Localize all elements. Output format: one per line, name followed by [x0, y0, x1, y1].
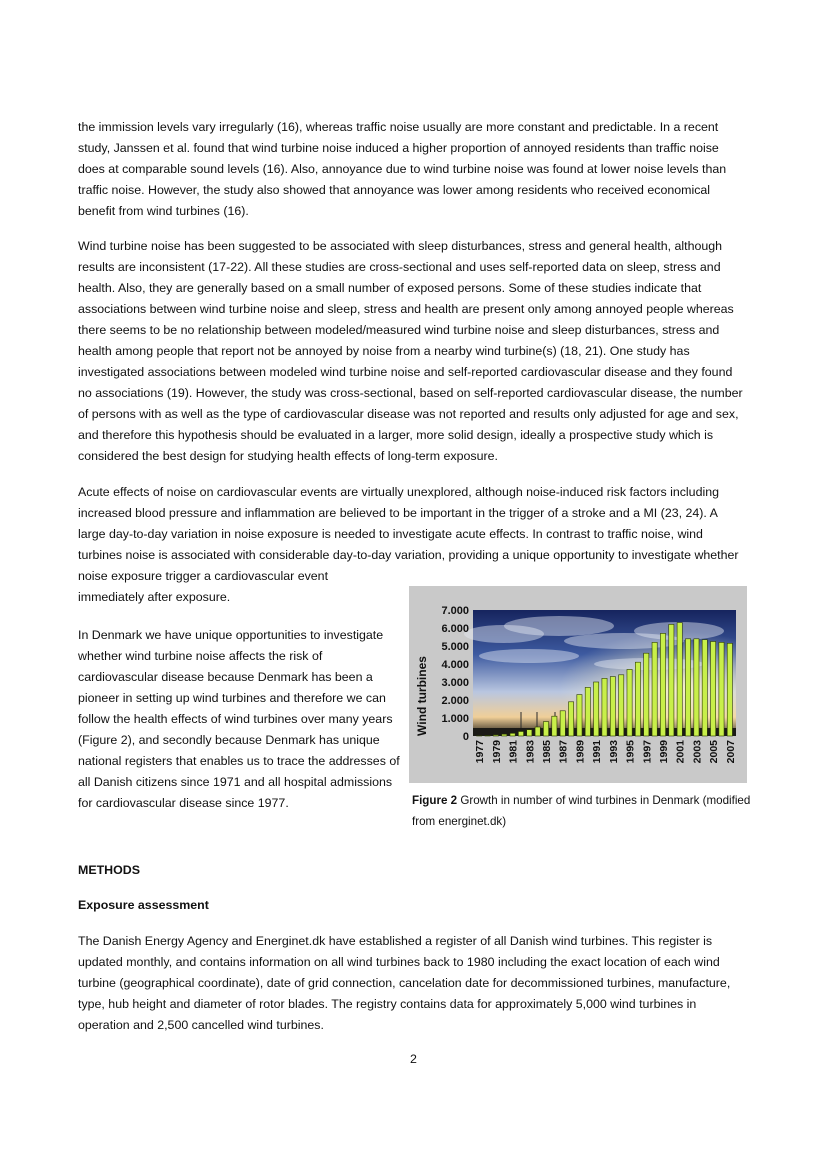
bar-2002	[685, 639, 690, 736]
section-heading-methods: METHODS	[78, 863, 140, 877]
x-tick-label: 1995	[624, 740, 637, 764]
y-tick-label: 2.000	[441, 695, 469, 707]
bar-1987	[560, 711, 565, 736]
body-paragraph-acute-effects-continued: noise exposure trigger a cardiovascular event immediately after exposure.	[78, 569, 329, 604]
cloud-shape	[479, 649, 579, 663]
y-tick-label: 5.000	[441, 641, 469, 653]
bar-1994	[619, 675, 624, 736]
bar-2003	[694, 639, 699, 736]
bar-1982	[518, 732, 523, 737]
bar-1986	[552, 716, 557, 736]
wind-turbine-bar-chart	[409, 586, 747, 783]
body-paragraph-methods: The Danish Energy Agency and Energinet.dk have established a register of all Danish wind turbines. This register is updated monthly, and contains information on all wind turbines back to 1980 including the exact location of each wind turbine (geographical coordinate), date of grid connection, cancelation date for decommissioned turbines, manufacture, type, hub height and diameter of rotor blades. The registry contains data for approximately 5,000 wind turbines in operation and 2,500 cancelled wind turbines.	[78, 934, 731, 1032]
bar-1983	[527, 730, 532, 736]
bar-1985	[543, 722, 548, 736]
body-paragraph-immission: the immission levels vary irregularly (16), whereas traffic noise usually are more constant and predictable. In a recent study, Janssen et al. found that wind turbine noise induced a higher proportion of annoyed residents than traffic noise does at comparable sound levels (16). Also, annoyance due to wind turbine noise was found at lower noise levels than traffic noise. However, the study also showed that annoyance was lower among residents who received economical benefit from wind turbines (16).	[78, 120, 727, 218]
figure-2-caption	[412, 790, 752, 832]
bar-1991	[594, 682, 599, 736]
x-tick-label: 1981	[507, 740, 520, 764]
y-tick-label: 3.000	[441, 677, 469, 689]
y-tick-label: 7.000	[441, 605, 469, 617]
figure-caption-text: Growth in number of wind turbines in Denmark (modified from energinet.dk)	[412, 794, 751, 828]
bar-1998	[652, 642, 657, 736]
x-tick-label: 2003	[691, 740, 704, 764]
x-tick-label: 2001	[674, 740, 687, 764]
bar-1988	[568, 702, 573, 736]
x-tick-label: 1999	[657, 740, 670, 764]
bar-1981	[510, 733, 515, 736]
page-number: 2	[410, 1052, 417, 1066]
bar-1997	[644, 653, 649, 736]
bar-1980	[502, 734, 507, 736]
bar-1999	[660, 633, 665, 736]
x-tick-label: 1989	[574, 740, 587, 764]
x-tick-label: 2007	[724, 740, 737, 764]
body-paragraph-acute-effects: Acute effects of noise on cardiovascular events are virtually unexplored, although noise-induced risk factors including increased blood pressure and inflammation are believed to be important in the trigger of a stroke and a MI (23, 24). A large day-to-day variation in noise exposure is needed to investigate acute effects. In contrast to traffic noise, wind turbines noise is associated with considerable day-to-day variation, providing a unique opportunity to investigate whether	[78, 485, 739, 562]
x-tick-label: 1991	[591, 740, 604, 764]
x-tick-label: 1987	[557, 740, 570, 764]
y-axis-label: Wind turbines	[415, 656, 429, 736]
cloud-shape	[504, 616, 614, 636]
y-tick-label: 0	[462, 731, 469, 743]
figure-2-chart	[409, 586, 747, 783]
bar-2004	[702, 640, 707, 736]
y-tick-label: 1.000	[441, 713, 469, 725]
bar-2000	[669, 624, 674, 736]
y-axis-ticks	[441, 605, 469, 743]
bar-1989	[577, 695, 582, 736]
bar-1992	[602, 678, 607, 736]
x-tick-label: 1997	[641, 740, 654, 764]
bar-2001	[677, 623, 682, 736]
bar-1995	[627, 669, 632, 736]
bar-1990	[585, 687, 590, 736]
bar-2006	[719, 642, 724, 736]
bar-1996	[635, 662, 640, 736]
bar-1984	[535, 727, 540, 736]
bar-1979	[493, 735, 498, 736]
y-tick-label: 6.000	[441, 623, 469, 635]
x-tick-label: 1993	[607, 740, 620, 764]
body-paragraph-sleep-stress: Wind turbine noise has been suggested to be associated with sleep disturbances, stress and general health, although results are inconsistent (17-22). All these studies are cross-sectional and uses self-reported data on sleep, stress and health. Also, they are generally based on a small number of exposed persons. Some of these studies indicate that associations between wind turbine noise and sleep, stress and health are present only among annoyed people whereas there seems to be no relationship between modeled/measured wind turbine noise and sleep disturbances, stress and health among people that report not be annoyed by noise from a nearby wind turbine(s) (18, 21). One study has investigated associations between modeled wind turbine noise and self-reported cardiovascular disease and they found no associations (19). However, the study was cross-sectional, based on self-reported cardiovascular disease, the number of persons with as well as the type of cardiovascular disease was not reported and results only adjusted for age and sex, and therefore this hypothesis should be evaluated in a larger, more solid design, ideally a prospective study which is considered the best design for studying health effects of long-term exposure.	[78, 239, 743, 463]
x-tick-label: 2005	[708, 740, 721, 764]
body-paragraph-denmark: In Denmark we have unique opportunities to investigate whether wind turbine noise affects the risk of cardiovascular disease because Denmark has been a pioneer in setting up wind turbines and therefore we can follow the health effects of wind turbines over many years (Figure 2), and secondly because Denmark has unique national registers that enables us to trace the addresses of all Danish citizens since 1971 and all hospital admissions for cardiovascular disease since 1977.	[78, 628, 400, 810]
bar-1978	[485, 735, 490, 736]
figure-caption-label: Figure 2	[412, 794, 458, 807]
y-tick-label: 4.000	[441, 659, 469, 671]
x-tick-label: 1977	[474, 740, 487, 764]
bar-1993	[610, 677, 615, 736]
x-tick-label: 1983	[524, 740, 537, 764]
x-tick-label: 1985	[541, 740, 554, 764]
bar-2007	[727, 643, 732, 736]
bar-2005	[711, 642, 716, 737]
subsection-heading-exposure: Exposure assessment	[78, 898, 209, 912]
x-tick-label: 1979	[490, 740, 503, 764]
x-axis-ticks	[474, 740, 737, 764]
